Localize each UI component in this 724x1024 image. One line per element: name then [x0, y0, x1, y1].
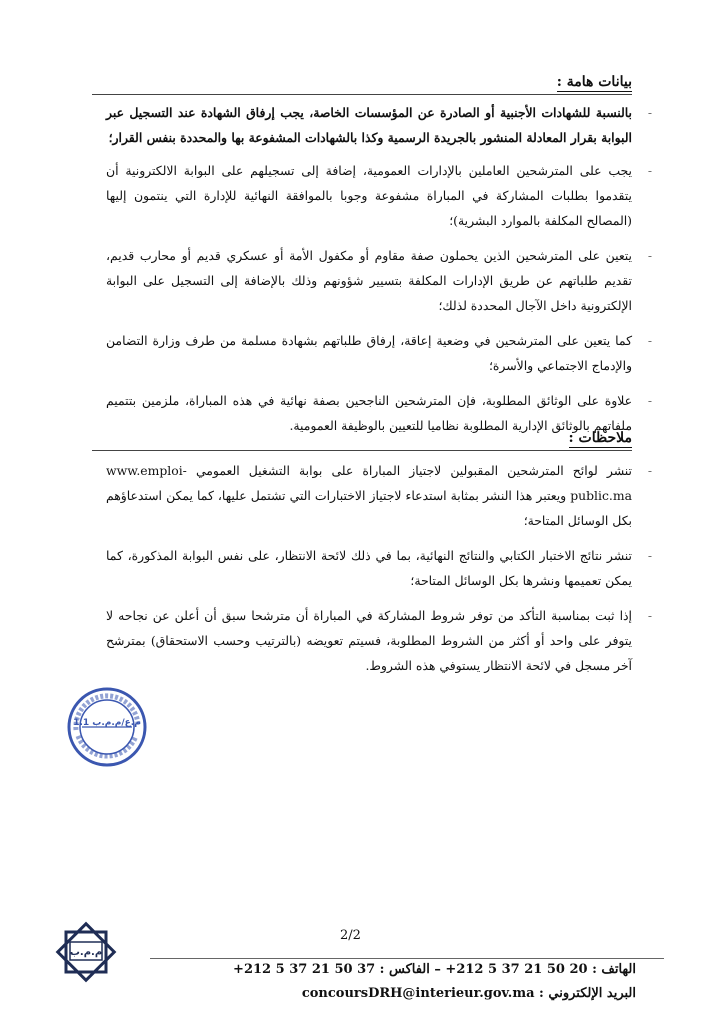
ministry-logo [52, 918, 120, 986]
page-number: 2/2 [340, 928, 361, 943]
list-item: - يتعين على المترشحين الذين يحملون صفة مقاوم أو مكفول الأمة أو عسكري قديم أو محارب قديم، تقديم طلباتهم عن طريق الإدارات المكلفة بتسيير شؤونهم وذلك بالإضافة إلى التسجيل على البوابة الإلكترونية داخل الآجال المحددة لذلك؛ [106, 243, 632, 318]
important-info-heading: بيانات هامة : [556, 74, 632, 90]
bullet-dash: - [647, 393, 652, 408]
list-item: - تنشر لوائح المترشحين المقبولين لاجتياز المباراة على بوابة التشغيل العمومي www.emploi-public.ma ويعتبر هذا النشر بمثابة استدعاء لاجتياز الاختبارات التي تشتمل عليها، كما يمكن استدعاؤهم بكل الوسائل المتاحة؛ [106, 458, 632, 533]
bullet-dash: - [647, 248, 652, 263]
bullet-dash: - [647, 333, 652, 348]
bullet-dash: - [647, 548, 652, 563]
list-item: - تنشر نتائج الاختبار الكتابي والنتائج النهائية، بما في ذلك لائحة الانتظار، على نفس البوابة المذكورة، كما يمكن تعميمها ونشرها بكل الوسائل المتاحة؛ [106, 543, 632, 593]
list-item: - بالنسبة للشهادات الأجنبية أو الصادرة عن المؤسسات الخاصة، يجب إرفاق الشهادة عند التسجيل عبر البوابة بقرار المعادلة المنشور بالجريدة الرسمية وكذا بالشهادات المشفوعة بها والمحددة بنفس القرار؛ [106, 100, 632, 150]
notes-list [106, 458, 652, 678]
list-item: - كما يتعين على المترشحين في وضعية إعاقة، إرفاق طلباتهم بشهادة مسلمة من طرف وزارة التضامن والإدماج الاجتماعي والأسرة؛ [106, 328, 632, 378]
footer-divider [150, 958, 664, 959]
list-item: - يجب على المترشحين العاملين بالإدارات العمومية، إضافة إلى تسجيلهم على البوابة الالكترونية أن يتقدموا بطلبات المشاركة في المباراة مشفوعة وجوبا بالموافقة النهائية للإدارة التي ينتمون إليها (المصالح المكلفة بالموارد البشرية)؛ [106, 158, 632, 233]
footer-contact-email: البريد الإلكتروني : concoursDRH@interieur.gov.ma [301, 986, 636, 1001]
footer-contact-phone: الهاتف : 20 50 21 37 5 212+ – الفاكس : 37 50 21 37 5 212+ [233, 962, 636, 977]
logo-text: م.م.ب [69, 947, 103, 958]
bullet-dash: - [647, 163, 652, 178]
bullet-dash: - [647, 608, 652, 623]
bullet-dash: - [647, 105, 652, 120]
stamp-code: م.ع/م.م.ب 1.1 [73, 718, 141, 728]
section-divider [92, 94, 632, 95]
bullet-dash: - [647, 463, 652, 478]
list-item: - علاوة على الوثائق المطلوبة، فإن المترشحين الناجحين بصفة نهائية في هذه المباراة، ملزمين بتتميم ملفاتهم بالوثائق الإدارية المطلوبة نظاميا للتعيين بالوظيفة العمومية. [106, 388, 632, 438]
notes-heading: ملاحظات : [568, 430, 632, 446]
important-info-list [106, 100, 652, 438]
official-stamp [66, 686, 148, 768]
list-item: - إذا ثبت بمناسبة التأكد من توفر شروط المشاركة في المباراة أن مترشحا سبق أن أعلن عن نجاحه لا يتوفر على واحد أو أكثر من الشروط المطلوبة، فسيتم تعويضه (بالترتيب وحسب الاستحقاق) بمترشح آخر مسجل في لائحة الانتظار يستوفي هذه الشروط. [106, 603, 632, 678]
section-divider [92, 450, 632, 451]
